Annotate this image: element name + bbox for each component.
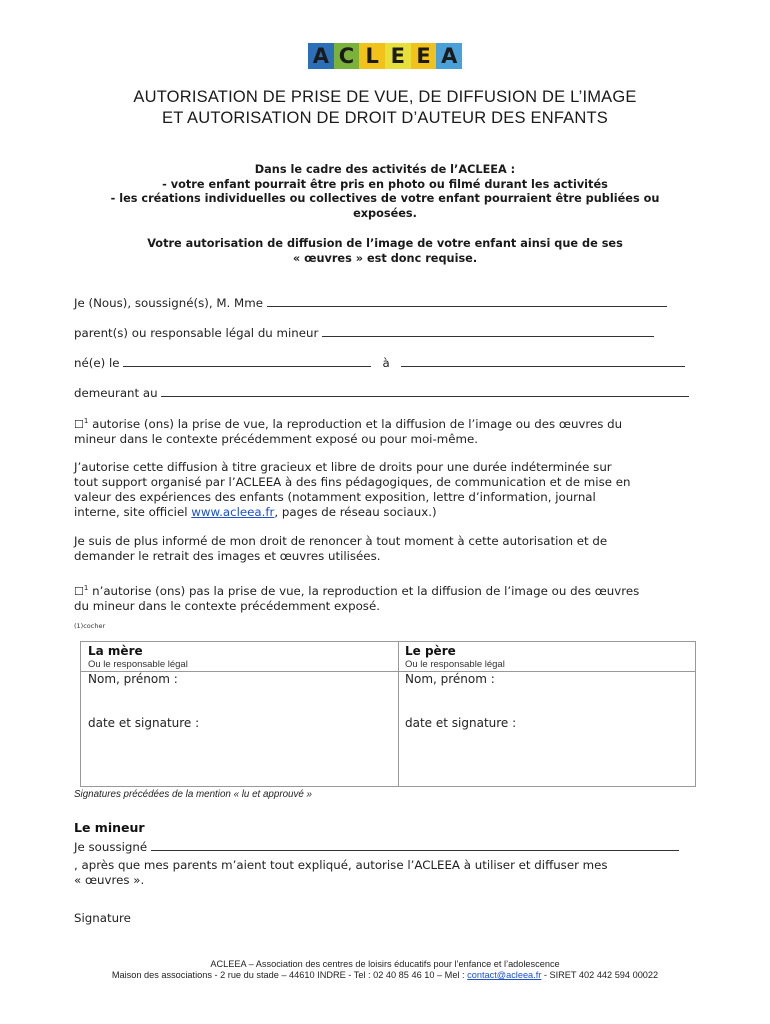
logo-letter: A bbox=[308, 43, 334, 69]
paragraph-line: , pages de réseau sociaux.) bbox=[274, 505, 437, 519]
paragraph-line: interne, site officiel bbox=[74, 505, 188, 519]
field-label: à bbox=[382, 356, 390, 370]
field-label: parent(s) ou responsable légal du mineur bbox=[74, 326, 319, 340]
mere-subheading: Ou le responsable légal bbox=[88, 659, 188, 670]
field-address bbox=[74, 384, 698, 401]
field-soussigne bbox=[74, 294, 698, 311]
option-text: n’autorise (ons) pas la prise de vue, la reproduction et la diffusion de l’image ou des œuvres bbox=[92, 583, 640, 598]
paragraph-line: valeur des expériences des enfants (notamment exposition, lettre d’information, journal bbox=[74, 490, 596, 504]
checkbox-refuse[interactable]: ☐ bbox=[74, 584, 84, 598]
mineur-name-blank[interactable] bbox=[322, 324, 654, 337]
paragraph-renoncer bbox=[74, 534, 698, 564]
intro-request: « œuvres » est donc requise. bbox=[292, 252, 478, 265]
logo-letter: L bbox=[359, 43, 385, 69]
statement-line: , après que mes parents m’aient tout expliqué, autorise l’ACLEEA à utiliser et diffuser mes bbox=[74, 858, 608, 872]
pere-subheading: Ou le responsable légal bbox=[405, 659, 505, 670]
intro-line: - votre enfant pourrait être pris en photo ou filmé durant les activités bbox=[162, 178, 608, 191]
logo-letter: E bbox=[411, 43, 437, 69]
mineur-heading: Le mineur bbox=[74, 820, 145, 835]
birthplace-blank[interactable] bbox=[401, 354, 685, 367]
birthdate-blank[interactable] bbox=[123, 354, 371, 367]
footnote-mark: 1 bbox=[83, 417, 89, 425]
intro-line: - les créations individuelles ou collectives de votre enfant pourraient être publiées ou bbox=[110, 192, 660, 205]
option-autorise bbox=[74, 414, 698, 447]
mere-nom-field[interactable]: Nom, prénom : bbox=[88, 672, 178, 686]
acleea-logo bbox=[308, 43, 462, 69]
mineur-statement bbox=[74, 858, 698, 888]
mere-heading: La mère bbox=[88, 644, 143, 658]
mineur-signature-label: Signature bbox=[74, 911, 131, 925]
logo-letter: A bbox=[436, 43, 462, 69]
paragraph-line: J’autorise cette diffusion à titre gracieux et libre de droits pour une durée indéterminée sur bbox=[74, 460, 612, 474]
footer-text: Maison des associations - 2 rue du stade – 44610 INDRE - Tel : 02 40 85 46 10 – Mel : bbox=[111, 970, 468, 980]
field-label: demeurant au bbox=[74, 386, 158, 400]
paragraph-line: Je suis de plus informé de mon droit de renoncer à tout moment à cette autorisation et de bbox=[74, 534, 608, 548]
field-label: Je (Nous), soussigné(s), M. Mme bbox=[74, 296, 263, 310]
intro-request: Votre autorisation de diffusion de l’image de votre enfant ainsi que de ses bbox=[147, 237, 623, 250]
footer-text: - SIRET 402 442 594 00022 bbox=[541, 970, 659, 980]
logo-letter: E bbox=[385, 43, 411, 69]
option-text: mineur dans le contexte précédemment exposé ou pour moi-même. bbox=[74, 431, 478, 446]
pere-heading: Le père bbox=[405, 644, 456, 658]
checkbox-autorise[interactable]: ☐ bbox=[74, 417, 84, 431]
signature-mention: Signatures précédées de la mention « lu et approuvé » bbox=[74, 789, 313, 800]
logo-letter: C bbox=[334, 43, 360, 69]
mineur-soussigne bbox=[74, 838, 698, 855]
intro-heading: Dans le cadre des activités de l’ACLEEA : bbox=[254, 163, 516, 176]
field-birth bbox=[74, 354, 698, 371]
mineur-name-field[interactable] bbox=[151, 838, 679, 851]
field-label: né(e) le bbox=[74, 356, 120, 370]
document-title-line2: ET AUTORISATION DE DROIT D’AUTEUR DES ENFANTS bbox=[161, 109, 608, 127]
website-link[interactable]: www.acleea.fr bbox=[191, 505, 275, 519]
option-text: du mineur dans le contexte précédemment exposé. bbox=[74, 598, 380, 613]
paragraph-gracieux bbox=[74, 460, 698, 520]
mere-signature-field[interactable]: date et signature : bbox=[88, 716, 200, 730]
footnote-cocher: (1)cocher bbox=[74, 622, 106, 630]
signature-pere bbox=[398, 642, 695, 786]
option-refuse bbox=[74, 581, 698, 614]
signature-table bbox=[80, 641, 696, 787]
email-link[interactable]: contact@acleea.fr bbox=[467, 970, 542, 980]
option-text: autorise (ons) la prise de vue, la reproduction et la diffusion de l’image ou des œuvres du bbox=[92, 416, 623, 431]
pere-nom-field[interactable]: Nom, prénom : bbox=[405, 672, 495, 686]
signature-mere bbox=[81, 642, 399, 786]
document-title-line1: AUTORISATION DE PRISE DE VUE, DE DIFFUSION DE L’IMAGE bbox=[133, 88, 637, 106]
statement-line: « œuvres ». bbox=[74, 873, 145, 887]
footer-contact bbox=[40, 970, 730, 980]
soussigne-blank[interactable] bbox=[267, 294, 667, 307]
address-blank[interactable] bbox=[161, 384, 689, 397]
intro-line: exposées. bbox=[353, 207, 417, 220]
footer-association: ACLEEA – Association des centres de loisirs éducatifs pour l’enfance et l’adolescence bbox=[210, 959, 560, 969]
field-parent bbox=[74, 324, 698, 341]
paragraph-line: demander le retrait des images et œuvres utilisées. bbox=[74, 549, 381, 563]
field-label: Je soussigné bbox=[74, 840, 148, 854]
paragraph-line: tout support organisé par l’ACLEEA à des fins pédagogiques, de communication et de mise en bbox=[74, 475, 631, 489]
pere-signature-field[interactable]: date et signature : bbox=[405, 716, 517, 730]
footnote-mark: 1 bbox=[83, 584, 89, 592]
